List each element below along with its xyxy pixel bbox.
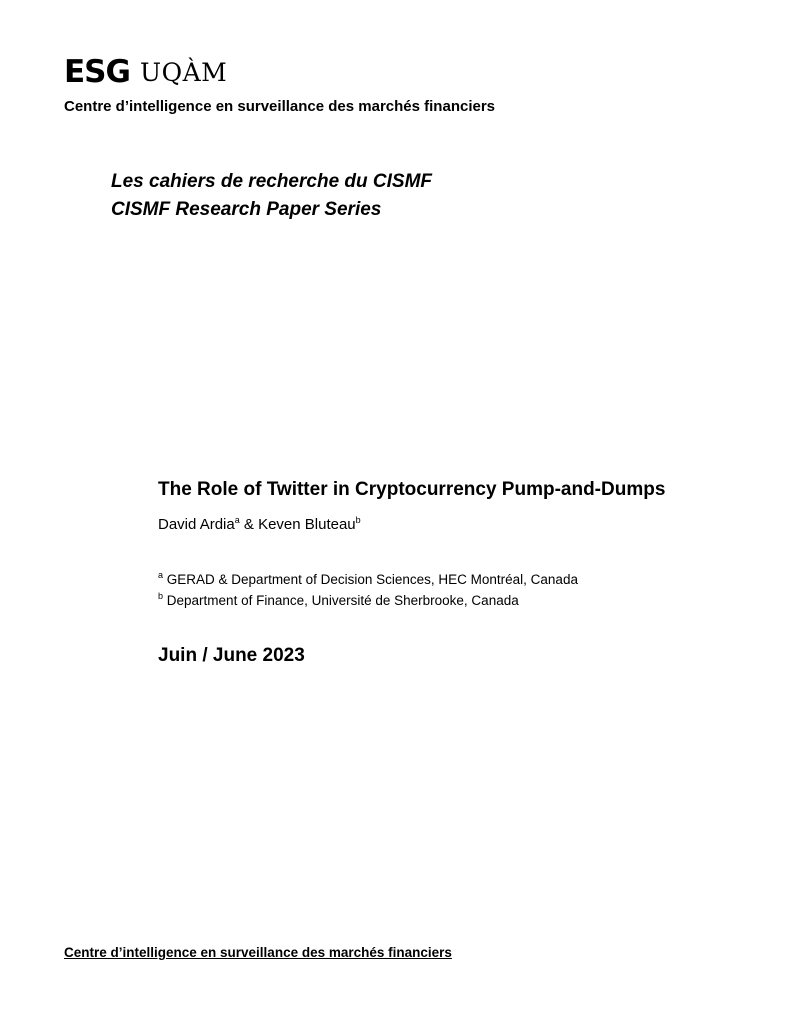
uqam-logo-text: UQÀM [140, 58, 228, 87]
paper-title: The Role of Twitter in Cryptocurrency Pump-and-Dumps [158, 479, 666, 500]
series-title-french: Les cahiers de recherche du CISMF [111, 171, 433, 192]
affiliation-line [158, 570, 578, 587]
affiliation-mark: b [158, 591, 164, 601]
author-name: David Ardia [158, 516, 235, 533]
author-name: Keven Bluteau [258, 516, 356, 533]
esg-logo-text: ESG [64, 54, 130, 90]
affiliation-text: Department of Finance, Université de Sherbrooke, Canada [166, 593, 519, 608]
paper-authors [158, 515, 361, 533]
affiliation-text: GERAD & Department of Decision Sciences, HEC Montréal, Canada [166, 572, 578, 587]
affiliation-mark: a [158, 570, 164, 580]
publication-date: Juin / June 2023 [158, 645, 305, 666]
author-separator: & [239, 516, 259, 533]
series-title-english: CISMF Research Paper Series [111, 199, 382, 220]
author-affiliation-mark: b [355, 515, 361, 525]
affiliation-line [158, 591, 519, 608]
author-affiliation-mark: a [234, 515, 240, 525]
footer-center-name: Centre d’intelligence en surveillance des marchés financiers [64, 945, 452, 960]
header-center-name: Centre d’intelligence en surveillance des marchés financiers [64, 98, 496, 115]
